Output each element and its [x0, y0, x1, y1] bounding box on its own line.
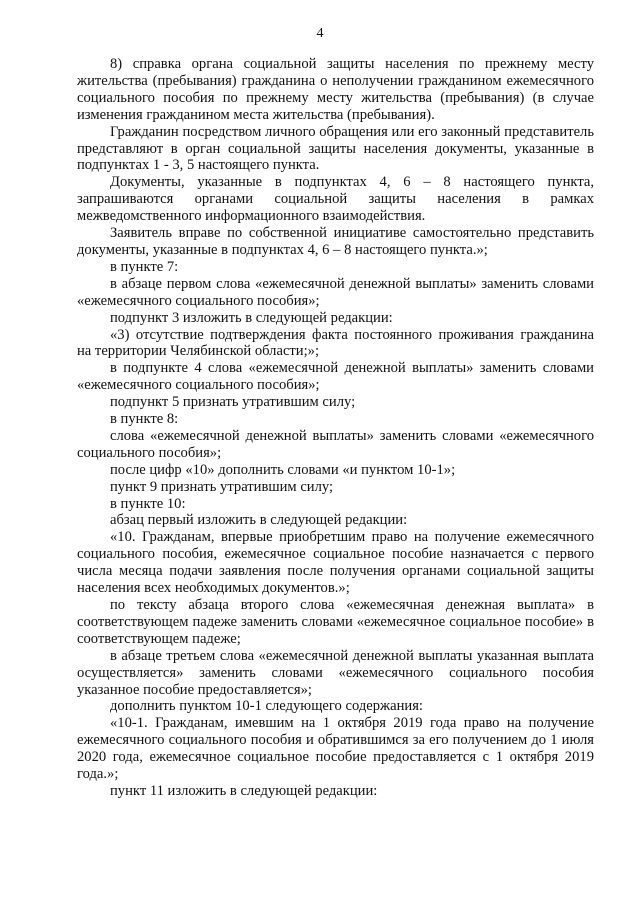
paragraph: абзац первый изложить в следующей редакции:: [110, 512, 408, 529]
document-body: [77, 56, 594, 800]
paragraph: Документы, указанные в подпунктах 4, 6 – 8 настоящего пункта, запрашиваются органами социальной защиты населения в рамках межведомственного информационного взаимодействия.: [77, 174, 594, 225]
paragraph: Гражданин посредством личного обращения или его законный представитель представляют в орган социальной защиты населения документы, указанные в подпунктах 1 - 3, 5 настоящего пункта.: [77, 123, 594, 174]
paragraph: в абзаце первом слова «ежемесячной денежной выплаты» заменить словами «ежемесячного социального пособия»;: [77, 275, 594, 309]
paragraph: дополнить пунктом 10-1 следующего содержания:: [110, 698, 423, 715]
paragraph: Заявитель вправе по собственной инициативе самостоятельно представить документы, указанные в подпунктах 4, 6 – 8 настоящего пункта.»;: [77, 225, 594, 258]
paragraph: пункт 9 признать утратившим силу;: [110, 478, 334, 495]
page-number: 4: [316, 26, 324, 41]
paragraph: «10. Гражданам, впервые приобретшим право на получение ежемесячного социального пособия, ежемесячное социальное пособие назначается с первого числа месяца подачи заявления после получения органами социальной защиты населения всех необходимых документов.»;: [77, 529, 594, 597]
paragraph: в абзаце третьем слова «ежемесячной денежной выплаты указанная выплата осуществляется» заменить словами «ежемесячного социального пособия указанное пособие предоставляется»;: [77, 647, 594, 698]
paragraph: подпункт 5 признать утратившим силу;: [110, 394, 356, 411]
paragraph: слова «ежемесячной денежной выплаты» заменить словами «ежемесячного социального пособия»;: [77, 427, 594, 461]
paragraph: в подпункте 4 слова «ежемесячной денежной выплаты» заменить словами «ежемесячного социального пособия»;: [77, 360, 594, 394]
paragraph: «10-1. Гражданам, имевшим на 1 октября 2019 года право на получение ежемесячного социального пособия и обратившимся за его получением до 1 июля 2020 года, ежемесячное социальное пособие предоставляется с 1 октября 2019 года.»;: [77, 715, 594, 783]
paragraph: подпункт 3 изложить в следующей редакции:: [110, 309, 393, 326]
paragraph: «3) отсутствие подтверждения факта постоянного проживания гражданина на территории Челябинской области;»;: [77, 326, 594, 360]
paragraph: после цифр «10» дополнить словами «и пунктом 10-1»;: [110, 461, 456, 478]
paragraph: в пункте 8:: [110, 411, 179, 428]
paragraph: 8) справка органа социальной защиты населения по прежнему месту жительства (пребывания) гражданина о неполучении гражданином ежемесячного социального пособия по прежнему месту жительства (пребывания) (в случае изменения гражданином места жительства (пребывания).: [77, 56, 594, 123]
paragraph: по тексту абзаца второго слова «ежемесячная денежная выплата» в соответствующем падеже заменить словами «ежемесячное социальное пособие» в соответствующем падеже;: [77, 597, 594, 647]
paragraph: в пункте 10:: [110, 495, 186, 512]
paragraph: пункт 11 изложить в следующей редакции:: [110, 782, 378, 799]
paragraph: в пункте 7:: [110, 258, 179, 275]
